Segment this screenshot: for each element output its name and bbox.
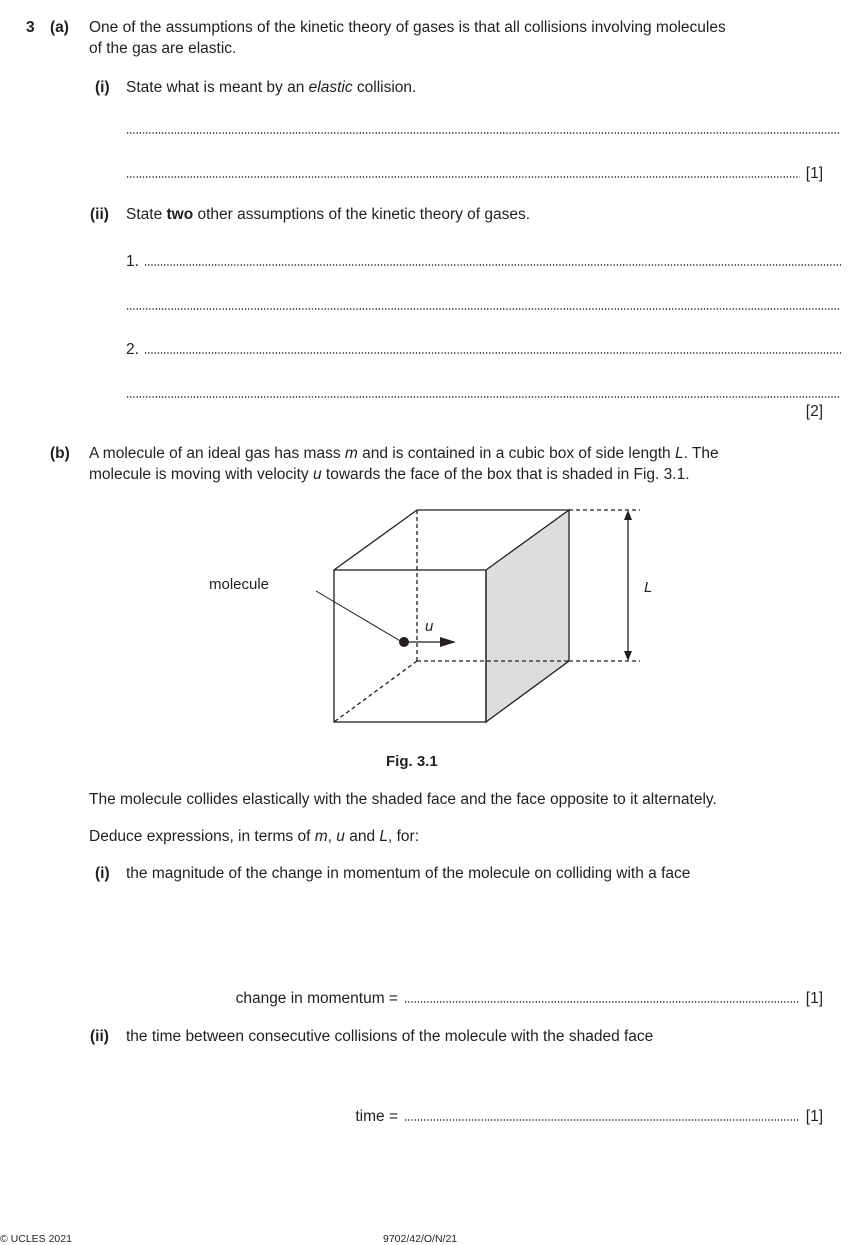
mark-b-i: [1] — [805, 990, 823, 1007]
molecule-dot — [399, 637, 409, 647]
mark-b-ii: [1] — [805, 1108, 823, 1125]
footer-paper-code: 9702/42/O/N/21 — [383, 1233, 458, 1245]
part-b-label: (b) — [50, 445, 70, 462]
L-label: L — [644, 579, 653, 596]
velocity-arrowhead-icon — [440, 637, 456, 647]
part-a-stem-line1: One of the assumptions of the kinetic theory of gases is that all collisions involving molecules — [89, 19, 726, 36]
part-a-label: (a) — [50, 19, 69, 36]
part-b-deduce-text — [89, 826, 419, 847]
shaded-face — [486, 510, 569, 722]
mark-a-ii: [2] — [805, 403, 823, 420]
deduce-t4: , for: — [388, 828, 420, 845]
b-stem1-t3: . The — [683, 445, 719, 462]
deduce-u: u — [336, 828, 345, 845]
b-stem2-t1: molecule is moving with velocity — [89, 466, 313, 483]
part-b-i-question: the magnitude of the change in momentum of the molecule on colliding with a face — [126, 865, 691, 882]
figure-caption: Fig. 3.1 — [386, 753, 438, 770]
item-number-2: 2. — [126, 341, 139, 358]
deduce-L: L — [379, 828, 388, 845]
time-label: time = — [355, 1108, 398, 1125]
b-stem1-m: m — [344, 445, 358, 462]
cube-edge — [334, 510, 417, 570]
front-face — [334, 570, 486, 722]
change-in-momentum-label: change in momentum = — [235, 990, 398, 1007]
b-stem1-t2: and is contained in a cubic box of side length — [357, 445, 675, 462]
hidden-edge — [334, 661, 417, 722]
molecule-label: molecule — [209, 576, 270, 593]
deduce-t3: and — [344, 828, 380, 845]
part-a-stem-line2: of the gas are elastic. — [89, 40, 237, 57]
b-stem2-u: u — [312, 466, 322, 483]
item-number-1: 1. — [126, 253, 139, 270]
leader-line — [316, 591, 402, 642]
footer-copyright: © UCLES 2021 — [0, 1233, 72, 1245]
answer-line[interactable] — [404, 1001, 800, 1003]
part-a-i-text-em: elastic — [308, 79, 353, 96]
deduce-t2: , — [327, 828, 337, 845]
part-a-i-label: (i) — [95, 79, 110, 96]
question-number: 3 — [26, 19, 35, 36]
part-b-ii-label: (ii) — [90, 1028, 109, 1045]
part-a-ii-text-post: other assumptions of the kinetic theory of gases. — [193, 206, 531, 223]
part-a-i-text-post: collision. — [352, 79, 417, 96]
b-stem1-L: L — [674, 445, 684, 462]
part-a-ii-label: (ii) — [90, 206, 109, 223]
part-a-i-text-pre: State what is meant by an — [126, 79, 309, 96]
u-label: u — [425, 618, 434, 635]
part-b-collides-text: The molecule collides elastically with the shaded face and the face opposite to it alternately. — [89, 791, 717, 808]
answer-line[interactable] — [404, 1119, 800, 1121]
part-b-ii-question: the time between consecutive collisions of the molecule with the shaded face — [126, 1028, 654, 1045]
part-a-ii-text-pre: State — [126, 206, 167, 223]
deduce-m: m — [314, 828, 328, 845]
b-stem2-t2: towards the face of the box that is shaded in Fig. 3.1. — [321, 466, 690, 483]
part-a-ii-text-bold: two — [166, 206, 194, 223]
part-b-i-label: (i) — [95, 865, 110, 882]
b-stem1-t1: A molecule of an ideal gas has mass — [89, 445, 345, 462]
dimension-arrow-up-icon — [624, 510, 632, 520]
deduce-t1: Deduce expressions, in terms of — [89, 828, 315, 845]
mark-a-i: [1] — [805, 165, 823, 182]
dimension-arrow-down-icon — [624, 651, 632, 661]
